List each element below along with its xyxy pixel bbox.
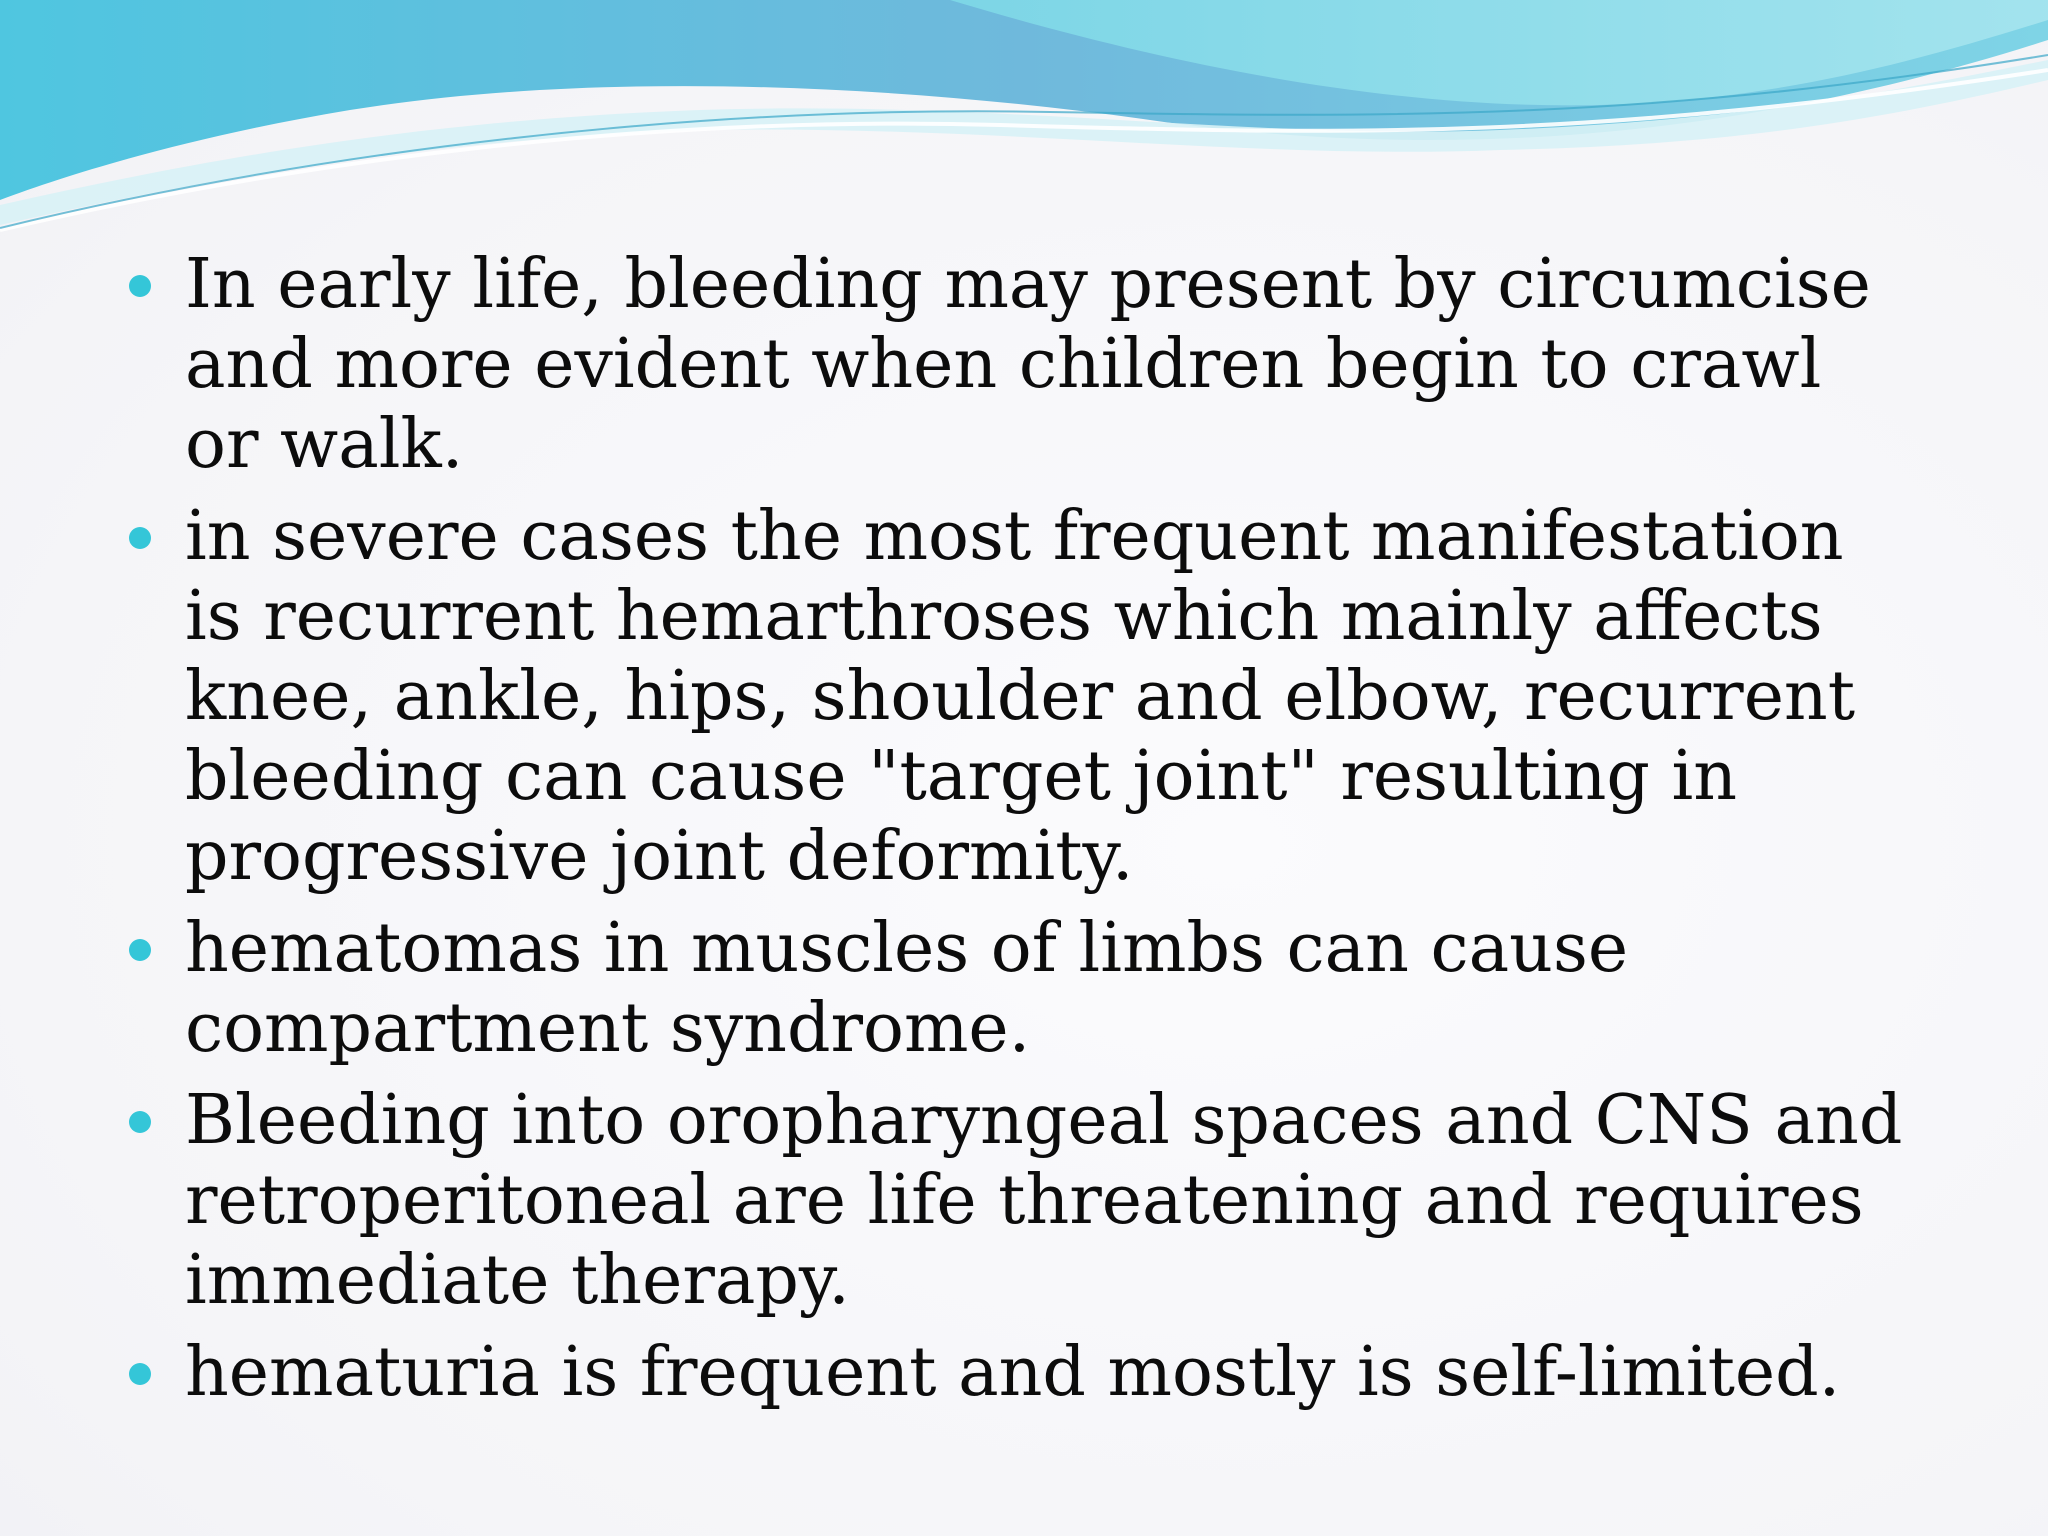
bullet-text: In early life, bleeding may present by circumcise and more evident when children begin to crawl or walk.: [185, 245, 1871, 484]
bullet-item-4: [125, 1081, 1915, 1321]
bullet-dot-icon: [129, 1111, 151, 1133]
bullet-item-5: [125, 1333, 1915, 1413]
bullet-text: in severe cases the most frequent manifestation is recurrent hemarthroses which mainly affects knee, ankle, hips, shoulder and elbow, recurrent bleeding can cause "target joint" resulting in progressive joint deformity.: [185, 497, 1856, 896]
bullet-text: hematuria is frequent and mostly is self-limited.: [185, 1333, 1841, 1412]
bullet-item-1: [125, 245, 1915, 485]
bullet-dot-icon: [129, 527, 151, 549]
bullet-item-2: [125, 497, 1915, 897]
bullet-item-3: [125, 909, 1915, 1069]
bullet-dot-icon: [129, 1363, 151, 1385]
bullet-dot-icon: [129, 939, 151, 961]
bullet-text: hematomas in muscles of limbs can cause compartment syndrome.: [185, 909, 1629, 1068]
bullet-list: [125, 245, 1915, 1425]
bullet-text: Bleeding into oropharyngeal spaces and CNS and retroperitoneal are life threatening and requires immediate therapy.: [185, 1081, 1903, 1320]
bullet-dot-icon: [129, 275, 151, 297]
header-wave-decoration: [0, 0, 2048, 260]
